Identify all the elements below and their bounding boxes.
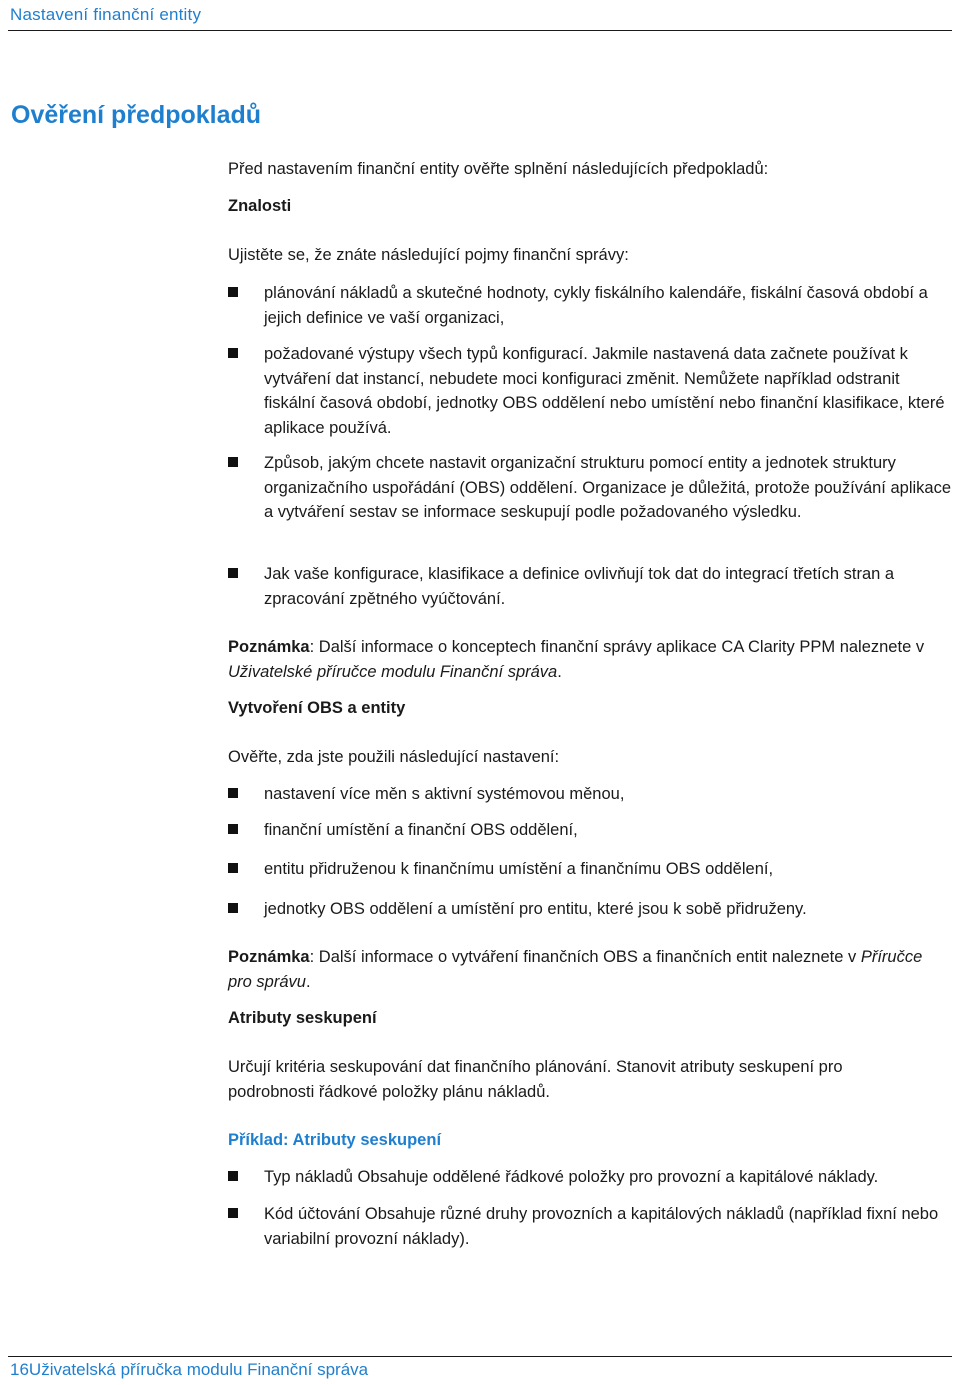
- page-number: 16: [10, 1360, 29, 1379]
- list-item-text: Způsob, jakým chcete nastavit organizační strukturu pomocí entity a jednotek struktury organizačního uspořádání (OBS) oddělení. Organizace je důležitá, protože používání aplikace a vytváření sestav se informace seskupují podle požadovaného výsledku.: [264, 454, 952, 521]
- grouping-paragraph: Určují kritéria seskupování dat finančního plánování. Stanovit atributy seskupení pro podrobnosti řádkové položky plánu nákladů.: [228, 1058, 843, 1101]
- note-book-title: Příručce pro správu: [228, 948, 923, 991]
- square-bullet-icon: [228, 568, 238, 578]
- note-text-end: .: [305, 972, 311, 991]
- note-text: : Další informace o konceptech finanční správy aplikace CA Clarity PPM naleznete v: [309, 638, 925, 656]
- list-item-text: Kód účtování Obsahuje různé druhy provozních a kapitálových nákladů (například fixní nebo variabilní provozní náklady).: [264, 1205, 939, 1248]
- square-bullet-icon: [228, 824, 238, 834]
- page-title: Ověření předpokladů: [11, 101, 262, 129]
- list-item-text: Jak vaše konfigurace, klasifikace a definice ovlivňují tok dat do integrací třetích stran a zpracování zpětného vyúčtování.: [264, 565, 895, 608]
- square-bullet-icon: [228, 287, 238, 297]
- list-item-text: plánování nákladů a skutečné hodnoty, cykly fiskálního kalendáře, fiskální časová období a jejich definice ve vaší organizaci,: [264, 284, 928, 327]
- note-label: Poznámka: [228, 948, 310, 966]
- obs-lead: Ověřte, zda jste použili následující nastavení:: [228, 748, 560, 766]
- example-heading: Příklad: Atributy seskupení: [228, 1131, 442, 1149]
- note-book-title: Uživatelské příručce modulu Finanční správa: [228, 662, 558, 681]
- note-text: : Další informace o vytváření finančních OBS a finančních entit naleznete v: [309, 948, 861, 966]
- header-rule: [8, 30, 952, 31]
- obs-heading: Vytvoření OBS a entity: [228, 699, 406, 717]
- intro-paragraph: Před nastavením finanční entity ověřte splnění následujících předpokladů:: [228, 160, 769, 178]
- list-item-text: Typ nákladů Obsahuje oddělené řádkové položky pro provozní a kapitálové náklady.: [264, 1168, 879, 1186]
- note-paragraph: [228, 635, 928, 684]
- list-item-text: jednotky OBS oddělení a umístění pro entitu, které jsou k sobě přidruženy.: [264, 900, 807, 918]
- list-item-text: požadované výstupy všech typů konfigurací. Jakmile nastavená data začnete používat k vytváření dat instancí, nebudete moci konfiguraci změnit. Nemůžete například odstranit fiskální časová období, jednotky OBS oddělení nebo umístění nebo finanční klasifikace, které aplikace používá.: [264, 345, 945, 437]
- footer-rule: [8, 1356, 952, 1357]
- square-bullet-icon: [228, 903, 238, 913]
- square-bullet-icon: [228, 348, 238, 358]
- list-item-text: entitu přidruženou k finančnímu umístění a finančnímu OBS oddělení,: [264, 860, 774, 878]
- note-paragraph: [228, 945, 928, 994]
- square-bullet-icon: [228, 863, 238, 873]
- page-footer: [10, 1360, 368, 1380]
- knowledge-lead: Ujistěte se, že znáte následující pojmy finanční správy:: [228, 246, 629, 264]
- footer-book-title: Uživatelská příručka modulu Finanční správa: [28, 1360, 369, 1379]
- square-bullet-icon: [228, 1171, 238, 1181]
- square-bullet-icon: [228, 788, 238, 798]
- grouping-heading: Atributy seskupení: [228, 1009, 377, 1027]
- knowledge-heading: Znalosti: [228, 197, 292, 215]
- note-text-end: .: [557, 662, 562, 681]
- square-bullet-icon: [228, 1208, 238, 1218]
- note-label: Poznámka: [228, 638, 310, 656]
- list-item-text: finanční umístění a finanční OBS oddělení,: [264, 821, 578, 839]
- list-item-text: nastavení více měn s aktivní systémovou měnou,: [264, 785, 625, 803]
- square-bullet-icon: [228, 457, 238, 467]
- running-header: Nastavení finanční entity: [10, 5, 202, 24]
